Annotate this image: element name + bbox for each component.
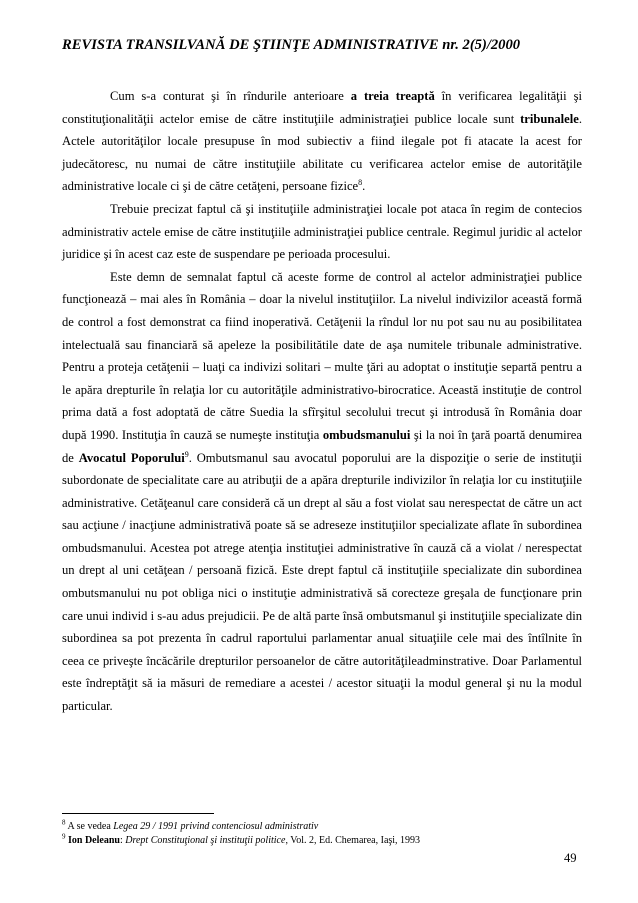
paragraph-1-text-2: în verificarea legalităţii şi constituţionalităţii actelor emise de către instituţiile administraţiei publice locale sunt xyxy=(62,89,582,126)
paragraph-3-text-2: şi la noi în ţară poartă denumirea de xyxy=(62,427,582,465)
footnote-9-author: Ion Deleanu xyxy=(68,835,120,846)
footnote-number-8: 8 xyxy=(62,818,66,827)
paragraph-1-text: Cum s-a conturat şi în rîndurile anterioare xyxy=(110,89,351,103)
paragraph-1-text-3: . Actele autorităţilor locale presupuse în mod subiectiv a fiind ilegale pot fi atacate la acest for judecătoresc, nu numai de către instituţiile abilitate cu verificarea actelor emise de autorităţile administrative locale ci şi de către cetăţeni, persoane fizice xyxy=(62,111,582,194)
footnote-ref-9[interactable]: 9 xyxy=(184,449,189,459)
paragraph-1 xyxy=(62,85,582,198)
footnote-number-9: 9 xyxy=(62,832,66,841)
footnote-9 xyxy=(62,834,582,848)
footnote-8 xyxy=(62,820,582,834)
running-header: REVISTA TRANSILVANĂ DE ŞTIINŢE ADMINISTRATIVE nr. 2(5)/2000 xyxy=(62,37,521,53)
footnote-9-sep: : xyxy=(119,835,126,846)
paragraph-3-text: Este demn de semnalat faptul că aceste forme de control al actelor administraţiei publice funcţionează – mai ales în România – doar la nivelul instituţiilor. La nivelul indivizilor această formă de control a fost demonstrat ca fiind inoperativă. Cetăţenii la rîndul lor nu pot sau nu au posibilitatea intelectuală sau financiară să apeleze la posibilitătile date de aşa numitele tribunale administrative. Pentru a proteja cetăţenii – luaţi ca indivizi solitari – multe ţări au adoptat o instituţie separtă pentru a le apăra drepturile în relaţia lor cu autorităţile administrativo-birocratice. Această instituţie de control prima dată a fost adoptată de către Suedia la sfîrşitul secolului trecut şi introdusă în România doar după 1990. Instituţia în cauză se numeşte instituţia xyxy=(62,269,582,442)
footnote-ref-8[interactable]: 8 xyxy=(358,178,363,188)
emphasis-ombudsman: ombudsmanului xyxy=(322,427,411,442)
footnote-9-details: , Vol. 2, Ed. Chemarea, Iaşi, 1993 xyxy=(285,835,421,846)
paragraph-3 xyxy=(62,266,582,718)
paragraph-1-end: . xyxy=(362,179,366,194)
emphasis-avocatul-poporului: Avocatul Poporului xyxy=(78,450,185,465)
emphasis-tribunals: tribunalele xyxy=(520,111,579,126)
footnote-separator xyxy=(62,813,214,814)
footnote-9-title: Drept Constituţional şi instituţii politice xyxy=(125,835,286,846)
footnote-8-title: Legea 29 / 1991 privind contenciosul administrativ xyxy=(113,821,319,832)
paragraph-2 xyxy=(62,198,582,266)
paragraph-2-text: Trebuie precizat faptul că şi instituţiile administraţiei locale pot ataca în regim de contecios administrativ actele emise de către instituţiile administraţiei publice centrale. Regimul juridic al actelor juridice şi în acest caz este de suspendare pe perioada procesului. xyxy=(62,201,582,262)
body-text xyxy=(62,85,582,718)
footnote-8-text: A se vedea xyxy=(65,821,114,832)
emphasis-third-step: a treia treaptă xyxy=(350,89,435,103)
paragraph-3-text-3: . Ombutsmanul sau avocatul poporului are la dispoziţie o serie de instituţii subordonate de specialitate care au atribuţii de a apăra drepturile indivizilor în relaţia lor cu instituţiile administrative. Cetăţeanul care consideră că un drept al său a fost violat sau nerespectat de către un act sau acţiune / inacţiune administrativă poate să se adreseze instituţiilor specializate aflate în subordinea ombudsmanului. Acestea pot atrege atenţia instituţiei administrative în cauză că a violat / nerespectat un drept al uni cetăţean / persoană fizică. Este drept faptul că instituţiile specializate din subordinea ombutsmanului nu pot obliga nici o instituţie administrativă să corecteze greşala de funcţionare prin care unui individ i s-au adus prejudicii. Pe de altă parte însă ombutsmanul şi instituţiile specializate din subordinea sa pot prezenta în cadrul raportului parlamentar anual situaţiile cele mai des întîlnite în ceea ce priveşte încăcările drepturilor persoanelor de către autorităţileadminstrative. Doar Parlamentul este îndreptăţit să ia măsuri de remediare a acestei / acestor situaţii la modul general şi nu la modul particular. xyxy=(62,450,582,714)
page-number: 49 xyxy=(564,851,577,865)
footnotes xyxy=(62,820,582,848)
